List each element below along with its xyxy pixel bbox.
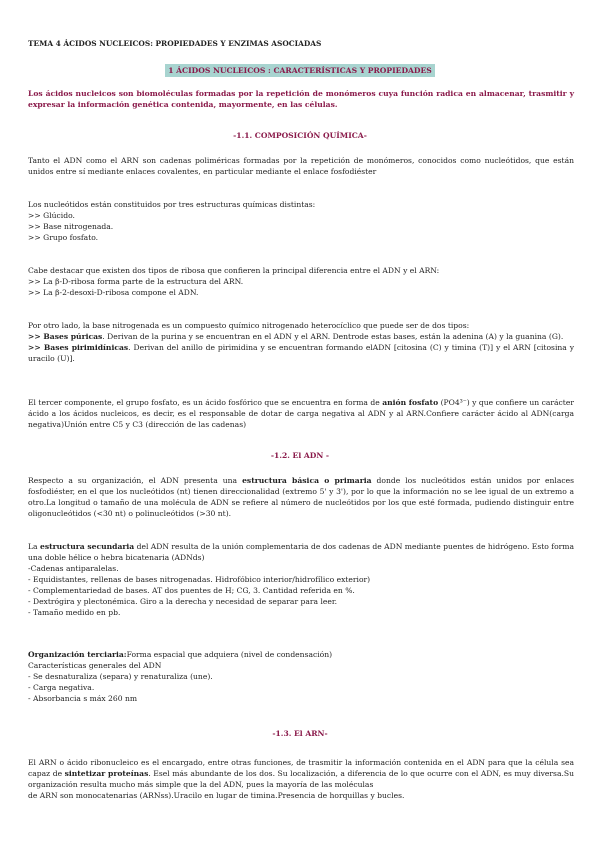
secundaria-pre: La: [28, 542, 40, 551]
document-title: TEMA 4 ÁCIDOS NUCLEICOS: PROPIEDADES Y ENZIMAS ASOCIADAS: [28, 39, 322, 48]
secundaria-post: del ADN resulta de la unión complementaria de dos cadenas de ADN mediante puentes de hidrógeno. Esto forma una doble hélice o hebra bicatenaria (ADNds): [28, 542, 574, 562]
list-item: - Dextrógira y plectonémica. Giro a la derecha y necesidad de separar para leer.: [28, 597, 338, 606]
terciaria-block: [28, 649, 574, 704]
subheading-composicion: -1.1. COMPOSICIÓN QUÍMICA-: [233, 131, 367, 140]
bases-block: [28, 320, 574, 364]
ribose-block: [28, 265, 574, 298]
list-item: >> La β-2-desoxi-D-ribosa compone el ADN.: [28, 288, 199, 297]
phosphate-post: (PO4³⁻) y que confiere un carácter ácido a los ácidos nucleicos, es decir, es el responsable de dotar de carga negativa al ADN y al ARN.Confiere carácter ácido al ADN(carga negativa)Unión entre C5 y C3 (dirección de las cadenas): [28, 398, 574, 429]
terciaria-bold: Organización terciaria:: [28, 650, 127, 659]
list-item: - Absorbancia s máx 260 nm: [28, 694, 138, 703]
list-item: >> Grupo fosfato.: [28, 233, 99, 242]
paragraph-polymers: Tanto el ADN como el ARN son cadenas poliméricas formadas por la repetición de monómeros, conocidos como nucleótidos, que están unidos entre sí mediante enlaces covalentes, en particular mediante el enlace fosfodiéster: [28, 156, 574, 176]
secundaria-paragraph: [28, 541, 574, 563]
terciaria-post: Forma espacial que adquiera (nivel de condensación): [126, 650, 333, 659]
list-item: >> La β-D-ribosa forma parte de la estructura del ARN.: [28, 277, 244, 286]
phosphate-paragraph: [28, 397, 574, 430]
pirimidinas-item: [28, 342, 574, 364]
adn-bold: estructura básica o primaria: [242, 476, 372, 485]
purinas-text: . Derivan de la purina y se encuentran en el ADN y el ARN. Dentrode estas bases, están la adenina (A) y la guanina (G).: [102, 332, 564, 341]
list-item: - Complementariedad de bases. AT dos puentes de H; CG, 3. Cantidad referida en %.: [28, 586, 355, 595]
intro-paragraph: Los ácidos nucleicos son biomoléculas formadas por la repetición de monómeros cuya función radica en almacenar, trasmitir y expresar la información genética contenida, mayormente, en las células.: [28, 89, 574, 109]
pirimidinas-label: >> Bases pirimidínicas: [28, 343, 129, 352]
purinas-label: >> Bases púricas: [28, 332, 103, 341]
arn-bold: sintetizar proteínas: [64, 769, 149, 778]
secundaria-block: [28, 541, 574, 618]
section-heading: 1 ÁCIDOS NUCLEICOS : CARACTERÍSTICAS Y PROPIEDADES: [165, 64, 435, 77]
arn-mid: . Esel más abundante de los dos. Su localización, a diferencia de lo que ocurre con el ADN, es muy diversa.Su organización resulta mucho más simple que la del ADN, pues la mayoría de las moléculas: [28, 769, 574, 789]
list-item: - Se desnaturaliza (separa) y renaturaliza (une).: [28, 672, 213, 681]
pirimidinas-text: . Derivan del anillo de pirimidina y se encuentran formando elADN [citosina (C) y timina (T)] y el ARN [citosina y uracilo (U)].: [28, 343, 574, 363]
bases-intro: Por otro lado, la base nitrogenada es un compuesto químico nitrogenado heterocíclico que puede ser de dos tipos:: [28, 321, 470, 330]
phosphate-pre: El tercer componente, el grupo fosfato, es un ácido fosfórico que se encuentra en forma de: [28, 398, 383, 407]
adn-pre: Respecto a su organización, el ADN presenta una: [28, 476, 243, 485]
section-heading-wrapper: [0, 64, 600, 77]
ribose-intro: Cabe destacar que existen dos tipos de ribosa que confieren la principal diferencia entre el ADN y el ARN:: [28, 266, 440, 275]
secundaria-bold: estructura secundaria: [40, 542, 135, 551]
subheading-adn: -1.2. El ADN -: [270, 451, 330, 460]
adn-paragraph: [28, 475, 574, 519]
nucleotides-block: [28, 199, 574, 243]
arn-pre: El ARN o ácido ribonucleico es el encargado, entre otras funciones, de trasmitir la información contenida en el ADN para que la célula sea capaz de: [28, 758, 574, 778]
adn-post: donde los nucleótidos están unidos por enlaces fosfodiéster, en el que los nucleótidos (nt) tienen direccionalidad (extremo 5' y 3'), por lo que la información no se lee igual de un extremo a otro.La longitud o tamaño de una molécula de ADN se refiere al número de nucleótidos por los que esté formada, pudiendo distinguir entre oligonucleótidos (<30 nt) o polinucleótidos (>30 nt).: [28, 476, 574, 518]
arn-paragraph: [28, 757, 574, 801]
terciaria-heading: [28, 649, 574, 660]
list-item: - Tamaño medido en pb.: [28, 608, 121, 617]
nucleotides-intro: Los nucleótidos están constituidos por tres estructuras químicas distintas:: [28, 200, 316, 209]
list-item: -Cadenas antiparalelas.: [28, 564, 119, 573]
subheading-arn: -1.3. El ARN-: [272, 729, 328, 738]
list-item: >> Base nitrogenada.: [28, 222, 114, 231]
purinas-item: [28, 331, 574, 342]
list-item: Características generales del ADN: [28, 661, 162, 670]
list-item: - Equidistantes, rellenas de bases nitrogenadas. Hidrofóbico interior/hidrofílico exterior): [28, 575, 371, 584]
list-item: - Carga negativa.: [28, 683, 95, 692]
phosphate-bold: anión fosfato: [382, 398, 439, 407]
list-item: >> Glúcido.: [28, 211, 75, 220]
arn-last-line: de ARN son monocatenarias (ARNss).Uracilo en lugar de timina.Presencia de horquillas y bucles.: [28, 791, 405, 800]
